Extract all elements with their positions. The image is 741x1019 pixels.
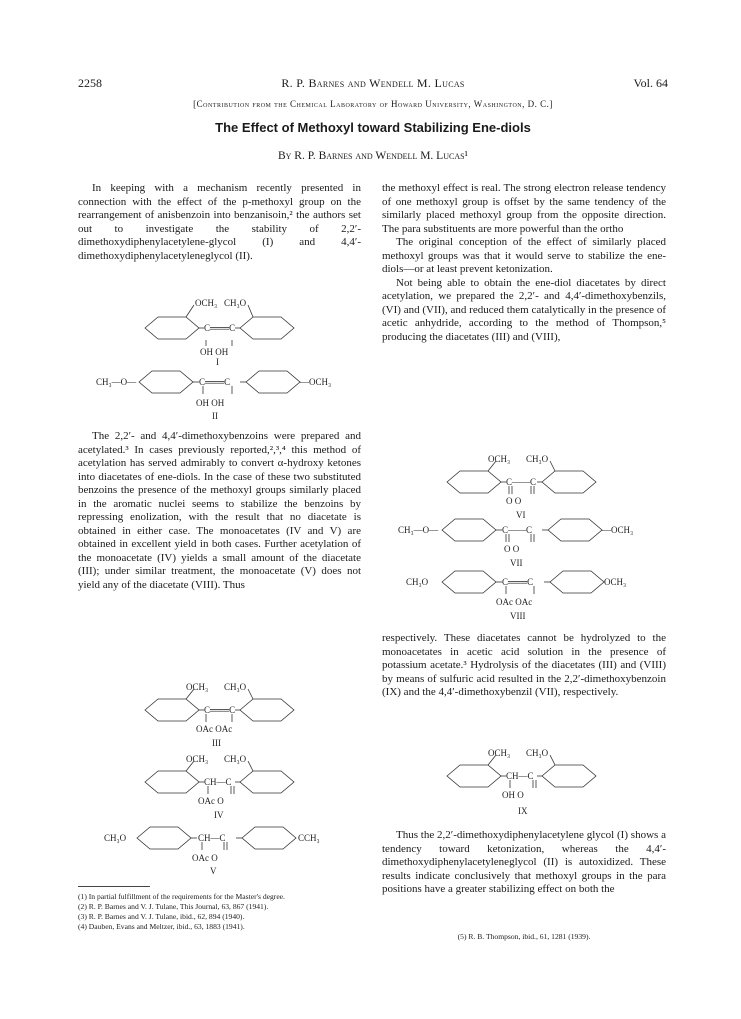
structure-VII — [398, 516, 668, 572]
article-title: The Effect of Methoxyl toward Stabilizing Ene-diols — [215, 120, 531, 135]
col2-text-bottom — [382, 829, 666, 897]
structure-VIII-label: VIII — [510, 611, 526, 621]
footnote-3: (3) R. P. Barnes and V. J. Tulane, ibid., 62, 894 (1940). — [78, 912, 245, 921]
structure-III-center: C═══C — [204, 705, 236, 715]
structure-VIII-right: OCH₃ — [604, 577, 627, 587]
structure-II-right: —OCH₃ — [300, 377, 332, 387]
running-authors: R. P. Barnes and Wendell M. Lucas — [281, 76, 465, 90]
structure-VIII-sub: OAc OAc — [496, 597, 533, 607]
structure-V — [104, 822, 354, 882]
structure-II — [96, 364, 358, 426]
structure-IV-sub: OAc O — [198, 796, 224, 806]
structure-VIII-left: CH₃O — [406, 577, 429, 587]
col2-paragraph-3: Not being able to obtain the ene-diol diacetates by direct acetylation, we prepared the 2,2′- and 4,4′-dimethoxybenzils, (VI) and (VII), and reduced them catalytically in the presence of acetic anhydride, according to the method of Thompson,⁵ producing the diacetates (III) and (VIII), — [382, 276, 666, 343]
structure-III-label: III — [212, 738, 221, 748]
structure-IX-top-right: CH₃O — [526, 748, 549, 758]
structure-III-sub: OAc OAc — [196, 724, 233, 734]
structure-IV-center: CH—C — [204, 777, 232, 787]
volume-label: Vol. 64 — [633, 76, 668, 90]
footnote-2: (2) R. P. Barnes and V. J. Tulane, This Journal, 63, 867 (1941). — [78, 902, 269, 911]
structure-VII-left: CH₃—O— — [398, 525, 439, 535]
structure-VII-sub: O O — [504, 544, 520, 554]
structure-IX-label: IX — [518, 806, 528, 816]
col2-text-top — [382, 182, 666, 344]
structure-II-label: II — [212, 411, 218, 421]
footnote-5: (5) R. B. Thompson, ibid., 61, 1281 (1939). — [457, 932, 591, 941]
structure-IX-center: CH—C — [506, 771, 534, 781]
structure-I-label: I — [216, 357, 219, 366]
byline: By R. P. Barnes and Wendell M. Lucas¹ — [277, 150, 468, 162]
structure-II-left: CH₃—O— — [96, 377, 137, 387]
col1-paragraph-1: In keeping with a mechanism recently presented in connection with the effect of the p-methoxyl group on the rearrangement of anisbenzoin into benzanisoin,² the authors set out to investigate the stability of 2,2′-dimethoxydiphenylacetylene-glycol (I) and 4,4′-dimethoxydiphenylacetyleneglycol (II). — [78, 182, 361, 262]
structure-IV-top-right: CH₃O — [224, 754, 247, 764]
structure-V-sub: OAc O — [192, 853, 218, 863]
structure-V-left: CH₃O — [104, 833, 127, 843]
structure-IV-top-left: OCH₃ — [186, 754, 209, 764]
structure-IX-top-left: OCH₃ — [488, 748, 511, 758]
structure-VII-label: VII — [510, 558, 523, 568]
structure-VIII-center: C═══C — [502, 577, 534, 587]
structure-VI-center: C——C — [506, 477, 537, 487]
structure-II-center: C═══C — [199, 377, 231, 387]
footnote-4: (4) Dauben, Evans and Meltzer, ibid., 63, 1883 (1941). — [78, 922, 245, 931]
structure-VII-right: —OCH₃ — [602, 525, 634, 535]
structure-VIII — [406, 566, 668, 626]
structure-III — [140, 680, 310, 752]
structure-II-sub: OH OH — [196, 398, 225, 408]
contribution-line: [Contribution from the Chemical Laboratory of Howard University, Washington, D. C.] — [193, 99, 553, 109]
footnote-rule — [78, 886, 150, 887]
structure-VI — [442, 452, 612, 524]
structure-IX-sub: OH O — [502, 790, 524, 800]
structure-V-label: V — [210, 866, 217, 876]
structure-VI-top-right: CH₃O — [526, 454, 549, 464]
structure-I-sub: OH OH — [200, 347, 229, 357]
page-number: 2258 — [78, 76, 102, 90]
structure-III-top-left: OCH₃ — [186, 682, 209, 692]
structure-V-center: CH—C — [198, 833, 226, 843]
col2-paragraph-1: the methoxyl effect is real. The strong electron release tendency of one methoxyl group is offset by the same tendency of the similarly placed methoxyl group from the opposite direction. The para substituents are more powerful than the ortho — [382, 182, 666, 235]
structure-I-top-left: OCH₃ — [195, 298, 218, 308]
structure-VI-sub: O O — [506, 496, 522, 506]
col1-text-top — [78, 182, 361, 263]
structure-I — [140, 296, 310, 366]
structure-IX — [442, 744, 612, 822]
structure-VI-top-left: OCH₃ — [488, 454, 511, 464]
structure-I-top-right: CH₃O — [224, 298, 247, 308]
structure-VI-label: VI — [516, 510, 526, 520]
running-header — [78, 76, 668, 92]
structure-IV — [140, 752, 310, 822]
structure-VII-center: C——C — [502, 525, 533, 535]
structure-IV-label: IV — [214, 810, 224, 820]
col1-text-bottom — [78, 430, 361, 592]
footnotes — [78, 892, 361, 932]
structure-I-center: C═══C — [204, 323, 236, 333]
col2-paragraph-2: The original conception of the effect of similarly placed methoxyl groups was that it would serve to stabilize the ene-diols—or at least prevent ketonization. — [382, 236, 666, 275]
structure-V-right: CCH₃ — [298, 833, 320, 843]
col2-text-middle — [382, 632, 666, 700]
footnote-1: (1) In partial fulfillment of the requirements for the Master's degree. — [78, 892, 285, 901]
structure-III-top-right: CH₃O — [224, 682, 247, 692]
col1-paragraph-2: The 2,2′- and 4,4′-dimethoxybenzoins were prepared and acetylated.³ In cases previously reported,²,³,⁴ this method of acetylation has served admirably to convert α-hydroxy ketones into diacetates of ene-diols. In the case of these two substituted benzoins the presence of the methoxyl groups similarly placed in the aromatic nuclei seems to stabilize the benzoins by repressing enolization, with the result that no diacetate is obtained in either case. The monoacetates (IV and V) are obtained in excellent yield in both cases. Further acetylation of the monoacetate (IV) yields a small amount of the diacetate (III); under similar treatment, the monoacetate (V) does not yield any of the diacetate (VIII). Thus — [78, 430, 361, 591]
col2-paragraph-5: Thus the 2,2′-dimethoxydiphenylacetylene glycol (I) shows a tendency toward ketonization, whereas the 4,4′-dimethoxydiphenylacetyleneglycol (II) is autoxidized. These results indicate conclusively that methoxyl groups in the para positions have a greater stabilizing effect on both the — [382, 829, 666, 895]
col2-paragraph-4: respectively. These diacetates cannot be hydrolyzed to the monoacetates in acetic acid solution in the presence of potassium acetate.³ Hydrolysis of the diacetates (III) and (VIII) by means of sulfuric acid resulted in the 2,2′-dimethoxybenzoin (IX) and the 4,4′-dimethoxybenzil (VII), respectively. — [382, 632, 666, 698]
